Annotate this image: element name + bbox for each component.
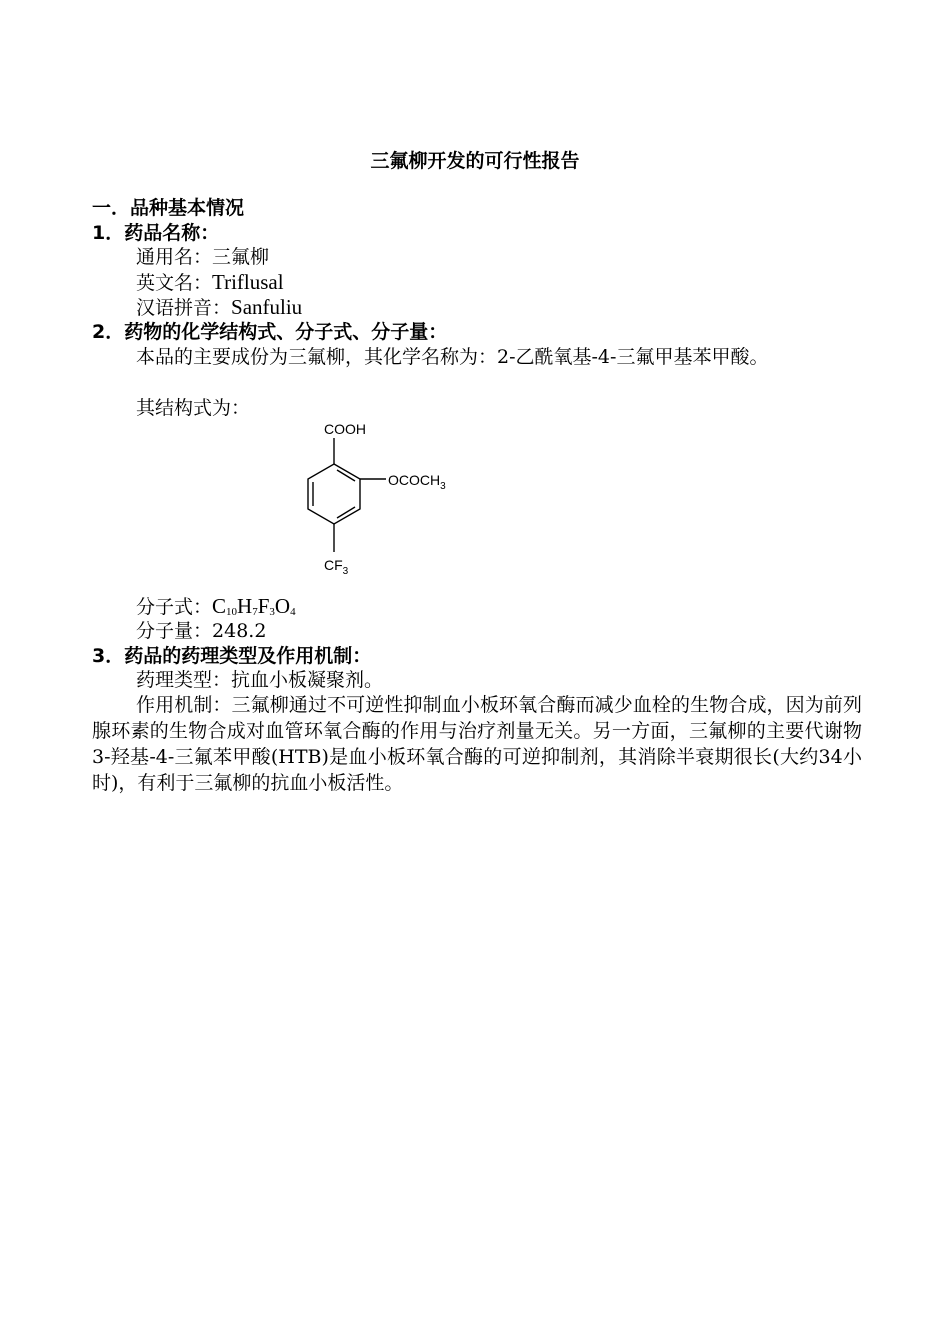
molecular-weight-label: 分子量： (136, 620, 213, 642)
pharmacology-type-line (136, 668, 383, 692)
pinyin-line (136, 295, 302, 320)
item2-heading: 2．药物的化学结构式、分子式、分子量： (92, 321, 448, 343)
acetoxy-group-label: $OCOCH_3$ (388, 472, 446, 492)
mechanism-paragraph: 作用机制：三氟柳通过不可逆性抑制血小板环氧合酶而减少血栓的生物合成，因为前列腺环素的生物合成对血管环氧合酶的作用与治疗剂量无关。另一方面，三氟柳的主要代谢物3-羟基-4-三氟苯甲酸(HTB)是血小板环氧合酶的可逆抑制剂，其消除半衰期很长(大约34小时)，有利于三氟柳的抗血小板活性。 (92, 694, 862, 794)
section-heading: 一．品种基本情况 (92, 197, 245, 219)
pharmacology-type-value: 抗血小板凝聚剂。 (231, 669, 384, 691)
item3-heading: 3．药品的药理类型及作用机制： (92, 645, 372, 667)
generic-name-value: 三氟柳 (212, 246, 270, 268)
structural-formula (290, 418, 470, 584)
item1-heading: 1．药品名称： (92, 222, 220, 244)
english-name-label: 英文名： (136, 272, 213, 294)
structure-label: 其结构式为： (136, 397, 251, 419)
page-title: 三氟柳开发的可行性报告 (370, 150, 580, 172)
generic-name-label: 通用名： (136, 246, 213, 268)
pinyin-label: 汉语拼音： (136, 297, 232, 319)
generic-name-line (136, 245, 269, 269)
molecular-formula: $C_{10}H_7F_3O_4$ (212, 594, 296, 618)
pharmacology-type-label: 药理类型： (136, 669, 232, 691)
english-name-line (136, 270, 284, 295)
carboxyl-group-label: COOH (324, 421, 366, 437)
pinyin-value: Sanfuliu (231, 295, 303, 319)
cf3-group-label: $CF_3$ (324, 557, 349, 577)
molecular-formula-label: 分子式： (136, 596, 213, 618)
molecular-weight-value: 248.2 (212, 620, 267, 642)
molecular-weight-line (136, 619, 266, 643)
english-name-value: Triflusal (212, 270, 284, 294)
benzene-ring (308, 438, 386, 552)
chemical-name-paragraph: 本品的主要成份为三氟柳，其化学名称为：2-乙酰氧基-4-三氟甲基苯甲酸。 (136, 346, 769, 368)
